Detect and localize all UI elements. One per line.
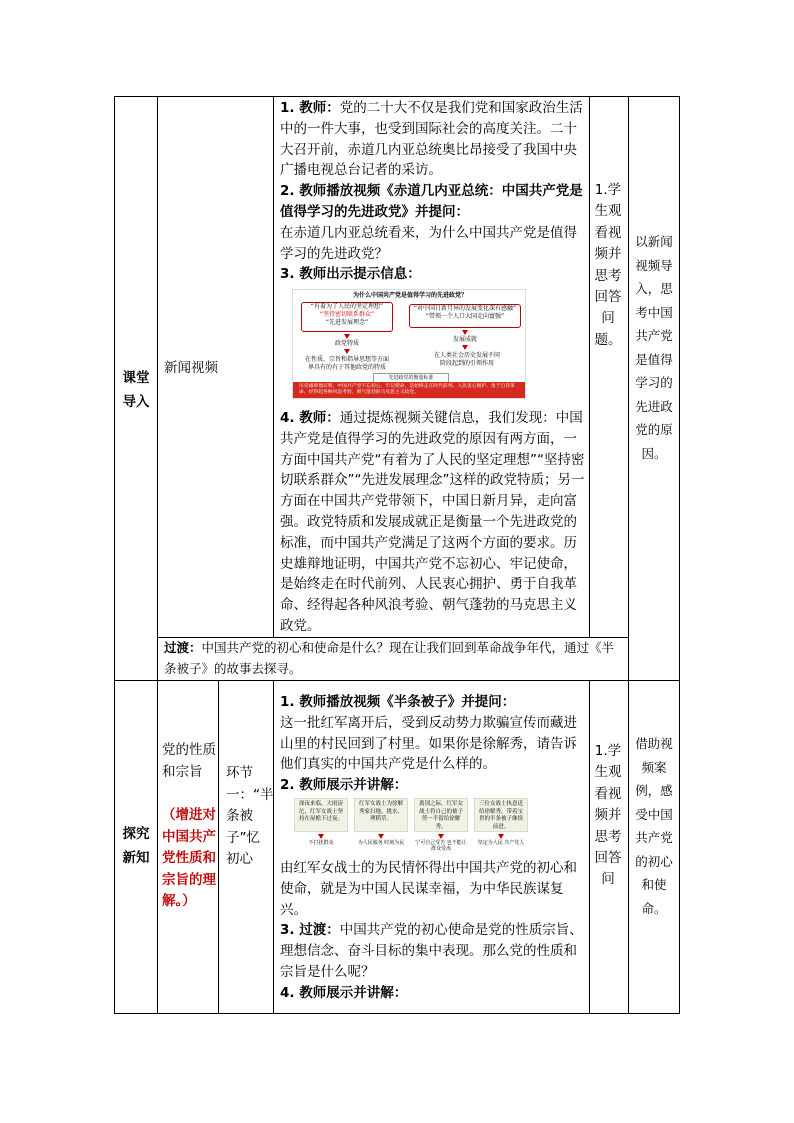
quote-text: “先进发展理念” (325, 319, 369, 326)
step-text: 党的二十大不仅是我们党和国家政治生活中的一件大事，也受到国际社会的高度关注。二十大召开前，赤道几内亚总统奥比昂接受了我国中央广播电视总台记者的采访。 (280, 100, 583, 179)
left-label: 政党特质 (334, 340, 359, 347)
teacher-activity-explore (280, 692, 586, 796)
transition-text (164, 638, 624, 679)
conclusion-banner: 历史雄辩地证明，中国共产党不忘初心、牢记使命，是始终走在时代前列、人民衷心拥护、勇于自我革命、经得起各种风浪考验、朝气蓬勃的马克思主义政党。 (293, 382, 526, 399)
step-label: 4. 教师： (280, 410, 340, 426)
table-border-top (114, 96, 680, 97)
center-label: 先进政党的衡量标准 (373, 373, 449, 383)
teacher-activity-intro-cont (280, 408, 586, 637)
arrow-down-icon (462, 330, 468, 335)
card-result: 为人民服务 时刻为民 (357, 840, 405, 846)
story-card: 深夜来临，大雨滂沱，红军女战士坚持在屋檐下过夜。 (294, 798, 348, 832)
story-card: 离别之际，红军女战士将自己的被子剪一半留给徐解秀。 (414, 798, 468, 832)
topic-goal: （增进对中国共产党性质和宗旨的理解。） (162, 807, 216, 909)
lesson-plan-table (114, 96, 680, 1014)
section-label-explore: 探究新知 (122, 826, 150, 866)
step-text: 由红军女战士的为民情怀得出中国共产党的初心和使命，就是为中国人民谋幸福，为中华民族谋复兴。 (280, 860, 577, 918)
story-card: 红军女战士为徐解秀家扫地、挑水、理稻草。 (354, 798, 408, 832)
story-card: 三位女战士执意送给徐解秀，带着宝贵的半条被子继续前进。 (474, 798, 528, 832)
col-divider-2 (273, 96, 274, 637)
col-divider-1 (157, 96, 158, 1014)
arrow-down-icon (378, 834, 384, 839)
transition-body: 中国共产党的初心和使命是什么？现在让我们回到革命战争年代，通过《半条被子》的故事去探寻。 (164, 640, 615, 676)
step-text: 通过提炼视频关键信息，我们发现：中国共产党是值得学习的先进政党的原因有两方面，一方面中国共产党“有着为了人民的坚定理想”“坚持密切联系群众”“先进发展理念”这样的政党特质；另一方面在中国共产党带领下，中国日新月异，走向富强。政党特质和发展成就正是衡量一个先进政党的标准，而中国共产党满足了这两个方面的要求。历史雄辩地证明，中国共产党不忘初心、牢记使命，是始终走在时代前列、人民衷心拥护、勇于自我革命、经得起各种风浪考验、朝气蓬勃的马克思主义政党。 (280, 410, 585, 634)
col-divider-3b (589, 680, 590, 1014)
figure-title: 为什么中国共产党是值得学习的先进政党？ (352, 292, 467, 299)
right-quote-box (409, 304, 521, 328)
arrow-down-icon (344, 349, 350, 354)
topic-title: 党的性质和宗旨 (162, 742, 216, 780)
quote-text: “对中国日新月异的发展变化深有感触” (413, 305, 517, 312)
step-label: 2. 教师展示并讲解： (280, 777, 408, 794)
step-text: 这一批红军离开后，受到反动势力欺骗宣传而藏进山里的村民回到了村里。如果你是徐解秀，请告诉他们真实的中国共产党是什么样的。 (280, 714, 577, 773)
student-activity-intro: 1.学生观看视频并思考回答问题。 (594, 182, 622, 348)
step-text: 中国共产党的初心使命是党的性质宗旨、理想信念、奋斗目标的集中表现。那么党的性质和宗旨是什么呢？ (280, 922, 583, 980)
col-divider-4 (628, 96, 629, 1014)
step-title: 环节一：“半条被子”忆初心 (226, 765, 274, 867)
card-result: 不打扰群众 (308, 840, 334, 846)
teacher-activity-explore-cont (280, 858, 586, 1004)
table-border-bottom (114, 1013, 680, 1014)
step-label: 1. 教师： (280, 100, 340, 116)
step-label: 1. 教师播放视频《半条被子》并提问： (280, 694, 516, 710)
right-label: 发展成就 (452, 336, 477, 343)
transition-label: 过渡： (164, 640, 202, 655)
quote-text: “有着为了人民的坚定理想” (310, 303, 384, 310)
card-result: 宁可自己受苦 也不能让群众受冻 (415, 840, 467, 852)
section-label-intro: 课堂导入 (122, 370, 150, 410)
col-divider-3 (589, 96, 590, 637)
design-intent-intro: 以新闻视频导入，思考中国共产党是值得学习的先进政党的原因。 (635, 234, 673, 461)
table-border-left (114, 96, 115, 1014)
step-label: 4. 教师展示并讲解： (280, 984, 408, 1001)
table-border-right (679, 96, 680, 1014)
hint-info-figure (292, 289, 526, 399)
step-label: 3. 教师出示提示信息： (280, 266, 421, 283)
card-result: 坚定为人民 共产党人 (477, 840, 525, 846)
arrow-down-icon (318, 834, 324, 839)
col-divider-topic (218, 680, 219, 1014)
section-divider (114, 680, 680, 681)
left-result: 在性质、宗旨和指导思想等方面 界具有的有于其他政党的特质 (304, 356, 389, 371)
arrow-down-icon (462, 345, 468, 350)
design-intent-explore: 借助视频案例，感受中国共产党的初心和使命。 (635, 736, 673, 916)
arrow-down-icon (344, 334, 350, 339)
step-text: 在赤道几内亚总统看来，为什么中国共产党是值得学习的先进政党？ (280, 224, 577, 262)
story-cards-figure (294, 798, 530, 850)
quote-text: “坚持密切联系群众” (319, 311, 375, 318)
arrow-down-icon (498, 834, 504, 839)
col-divider-2b (273, 680, 274, 1014)
teacher-activity-intro (280, 98, 586, 285)
quote-text: “带领一个人口大国走向富强” (425, 313, 505, 320)
student-activity-explore: 1.学生观看视频并思考回答问 (594, 743, 622, 888)
content-type-label: 新闻视频 (164, 360, 218, 376)
step-label: 2. 教师播放视频《赤道几内亚总统：中国共产党是值得学习的先进政党》并提问： (280, 183, 583, 220)
left-quote-box (301, 302, 393, 332)
step-label: 3. 过渡： (280, 922, 340, 939)
right-result: 在人类社会历史发展不同 阶段起到的引领作用 (433, 352, 500, 367)
arrow-down-icon (438, 834, 444, 839)
